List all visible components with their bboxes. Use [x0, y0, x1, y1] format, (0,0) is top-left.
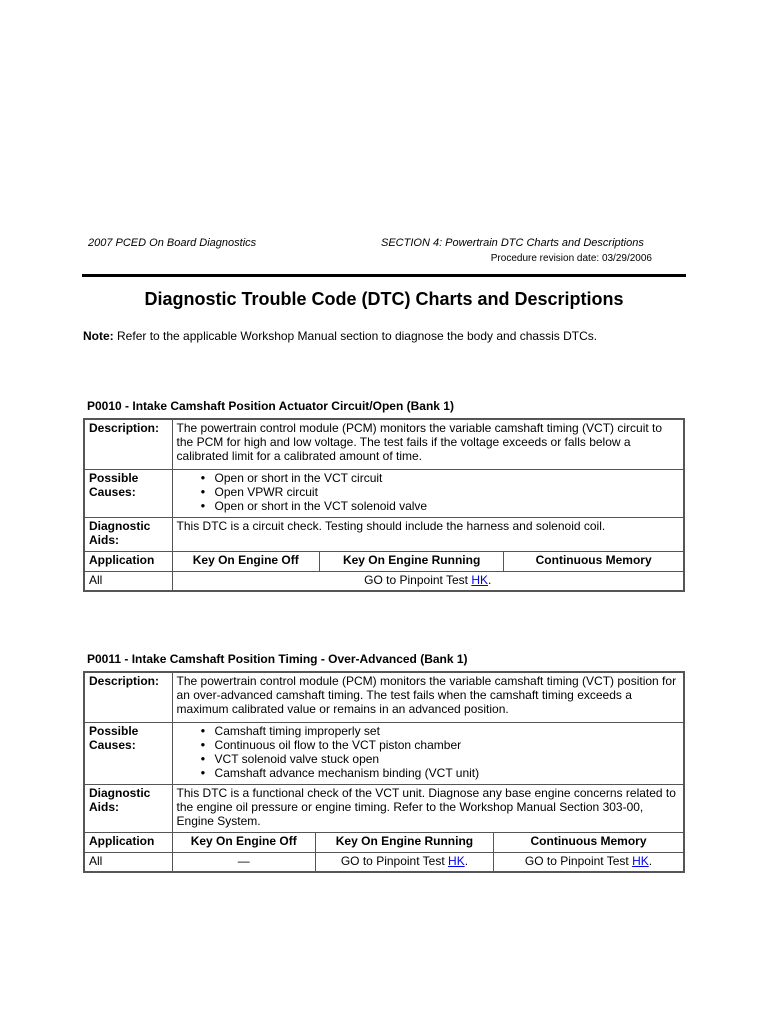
dtc-p0010-title: P0010 - Intake Camshaft Position Actuator Circuit/Open (Bank 1): [87, 399, 454, 413]
col-application: Application: [84, 551, 172, 571]
pinpoint-text: GO to Pinpoint Test: [340, 853, 445, 868]
dtc-p0011-title: P0011 - Intake Camshaft Position Timing - Over-Advanced (Bank 1): [87, 652, 468, 666]
pinpoint-end: .: [648, 853, 653, 868]
page-title: Diagnostic Trouble Code (DTC) Charts and Descriptions: [144, 289, 624, 309]
list-item: ● Open VPWR circuit: [215, 485, 679, 499]
description-label: Description:: [84, 419, 172, 469]
description-label: Description:: [84, 672, 172, 722]
koeo-cell: —: [172, 852, 315, 872]
causes-list: [172, 469, 684, 517]
col-koeo: Key On Engine Off: [172, 551, 319, 571]
header-left: 2007 PCED On Board Diagnostics: [88, 237, 257, 249]
aids-label: Diagnostic Aids:: [84, 517, 172, 551]
koer-cell: [315, 852, 493, 872]
header-rule: [82, 274, 686, 277]
note: [83, 329, 597, 343]
cm-cell: [494, 852, 684, 872]
row-application: All: [84, 852, 172, 872]
pinpoint-link-hk[interactable]: HK: [471, 572, 489, 587]
pinpoint-cell: [172, 571, 684, 591]
revision-date: Procedure revision date: 03/29/2006: [490, 253, 652, 264]
col-application: Application: [84, 832, 172, 852]
description-text: The powertrain control module (PCM) monitors the variable camshaft timing (VCT) circuit to the PCM for high and low voltage. The test fails if the voltage exceeds or falls below a calibrated limit for a calibrated amount of time.: [172, 419, 684, 469]
header-right: SECTION 4: Powertrain DTC Charts and Descriptions: [381, 237, 644, 249]
list-item: ● Open or short in the VCT solenoid valve: [215, 499, 679, 513]
note-label: Note:: [83, 329, 114, 343]
list-item: ● Camshaft timing improperly set: [215, 724, 679, 738]
col-koer: Key On Engine Running: [319, 551, 503, 571]
row-application: All: [84, 571, 172, 591]
aids-text: This DTC is a functional check of the VCT unit. Diagnose any base engine concerns related to the engine oil pressure or engine timing. Refer to the Workshop Manual Section 303-00, Engine System.: [172, 784, 684, 832]
col-cm: Continuous Memory: [494, 832, 684, 852]
aids-text: This DTC is a circuit check. Testing should include the harness and solenoid coil.: [172, 517, 684, 551]
pinpoint-end: .: [488, 572, 492, 587]
list-item: ● Continuous oil flow to the VCT piston chamber: [215, 738, 679, 752]
col-cm: Continuous Memory: [504, 551, 684, 571]
causes-list: [172, 722, 684, 784]
causes-label: Possible Causes:: [84, 722, 172, 784]
list-item: ● VCT solenoid valve stuck open: [215, 752, 679, 766]
pinpoint-link-hk[interactable]: HK: [632, 853, 649, 868]
col-koeo: Key On Engine Off: [172, 832, 315, 852]
list-item: ● Camshaft advance mechanism binding (VCT unit): [215, 766, 679, 780]
pinpoint-text: GO to Pinpoint Test: [364, 572, 469, 587]
dtc-p0010-table: [83, 418, 685, 592]
pinpoint-end: .: [464, 853, 469, 868]
note-text: Refer to the applicable Workshop Manual section to diagnose the body and chassis DTCs.: [117, 329, 598, 343]
pinpoint-link-hk[interactable]: HK: [448, 853, 465, 868]
dtc-p0011-table: [83, 671, 685, 873]
list-item: ● Open or short in the VCT circuit: [215, 471, 679, 485]
col-koer: Key On Engine Running: [315, 832, 493, 852]
pinpoint-text: GO to Pinpoint Test: [524, 853, 629, 868]
causes-label: Possible Causes:: [84, 469, 172, 517]
aids-label: Diagnostic Aids:: [84, 784, 172, 832]
description-text: The powertrain control module (PCM) monitors the variable camshaft timing (VCT) position for an over-advanced camshaft timing. The test fails when the camshaft timing exceeds a maximum calibrated value or remains in an advanced position.: [172, 672, 684, 722]
